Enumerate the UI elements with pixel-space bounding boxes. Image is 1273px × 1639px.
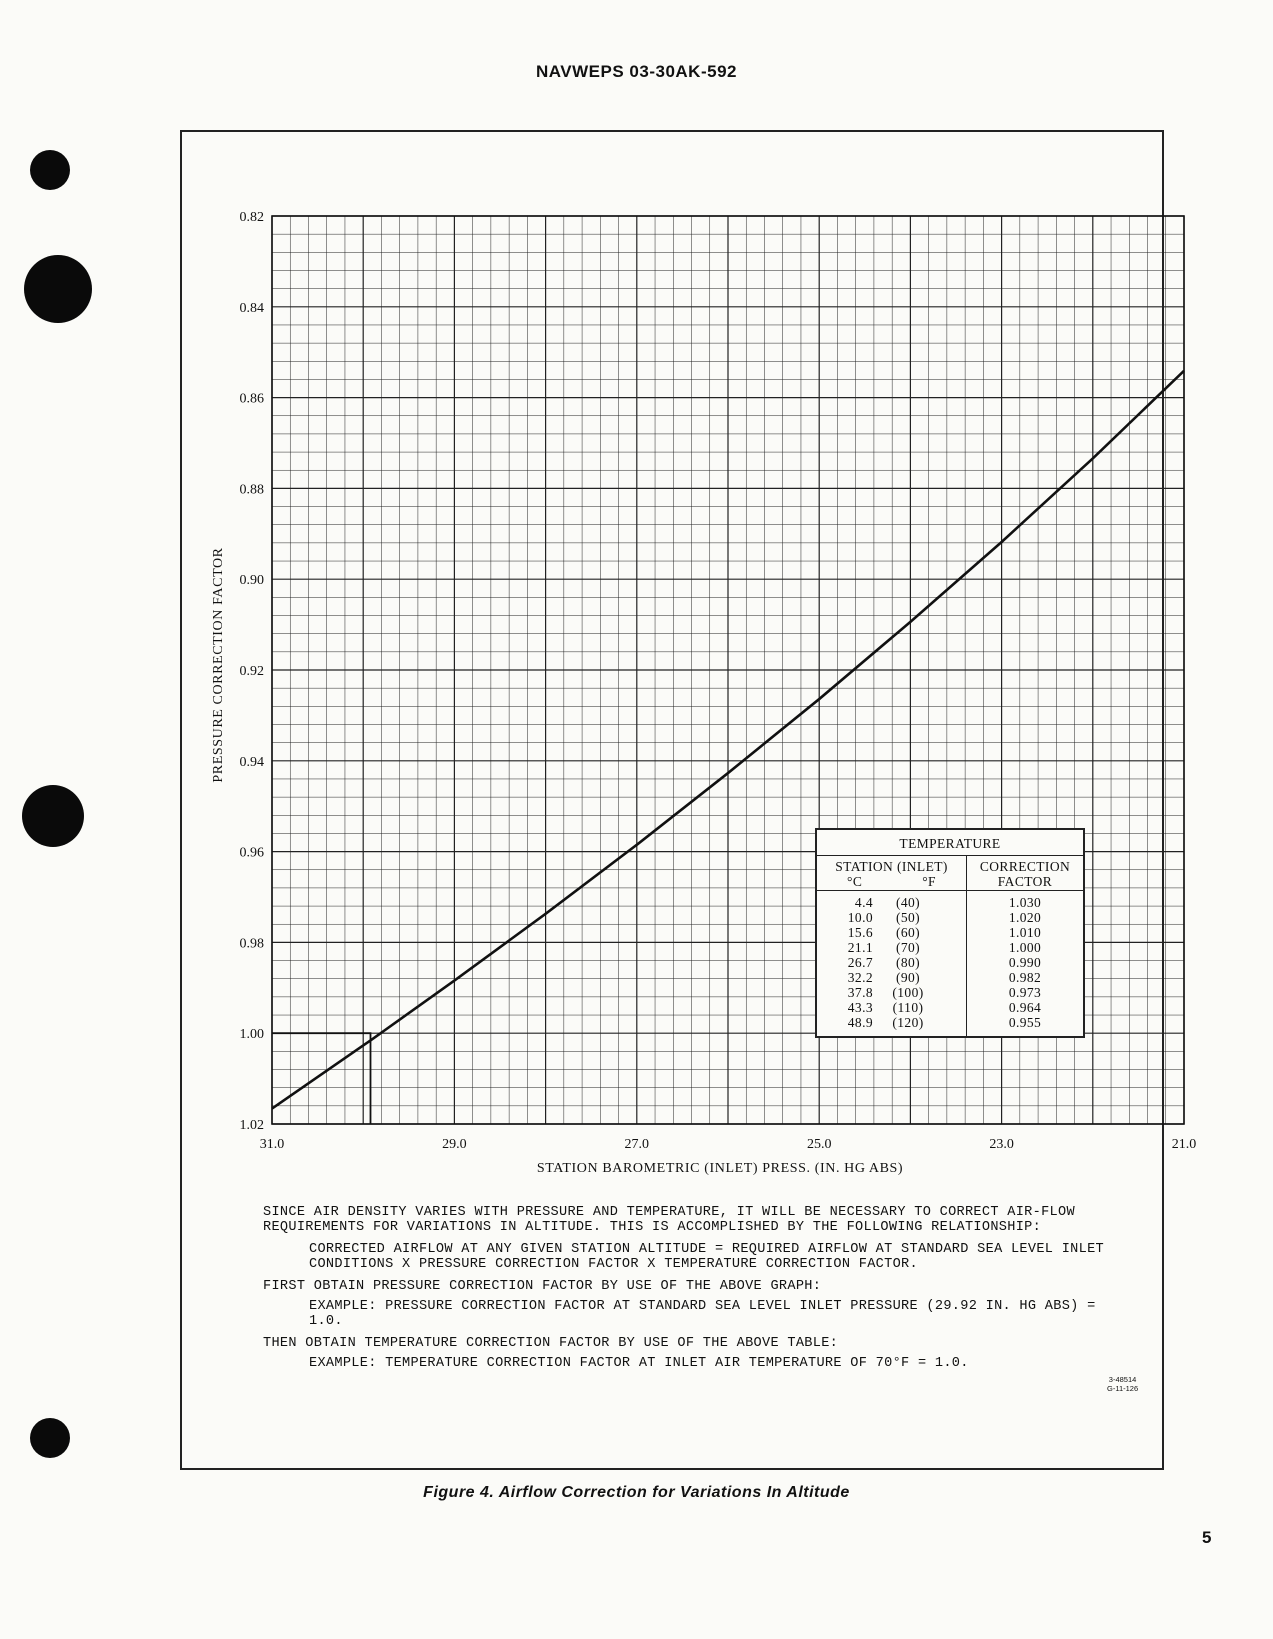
station-inlet-header	[817, 856, 967, 890]
table-row	[817, 925, 966, 940]
temperature-correction-table	[815, 828, 1085, 1038]
table-header	[817, 856, 1083, 891]
celsius-value: 32.2	[847, 970, 873, 985]
station-inlet-label: STATION (INLET)	[835, 859, 948, 874]
drawing-number: 3-48514	[1108, 1375, 1137, 1384]
y-tick-label: 0.96	[239, 845, 264, 861]
y-tick-label: 0.84	[239, 300, 264, 316]
y-tick-label: 0.90	[239, 573, 264, 589]
formula-paragraph: CORRECTED AIRFLOW AT ANY GIVEN STATION ALTITUDE = REQUIRED AIRFLOW AT STANDARD SEA LEVEL INLET CONDITIONS X PRESSURE CORRECTION FACTOR X TEMPERATURE CORRECTION FACTOR.	[309, 1242, 1105, 1272]
factor-row: 1.020	[1008, 910, 1042, 925]
x-tick-label: 27.0	[624, 1137, 650, 1152]
y-tick-label: 0.82	[239, 210, 264, 225]
table-row	[817, 940, 966, 955]
drawing-code: G-11-126	[1107, 1384, 1139, 1393]
x-axis-label: STATION BAROMETRIC (INLET) PRESS. (IN. HG ABS)	[536, 1161, 904, 1176]
celsius-value: 37.8	[847, 985, 873, 1000]
step-two-paragraph: THEN OBTAIN TEMPERATURE CORRECTION FACTOR BY USE OF THE ABOVE TABLE:	[263, 1336, 839, 1352]
factor-row: 0.990	[1008, 955, 1042, 970]
figure-caption: Figure 4. Airflow Correction for Variations In Altitude	[423, 1484, 850, 1501]
table-row	[817, 895, 966, 910]
fahrenheit-value: (90)	[895, 970, 921, 985]
celsius-value: 15.6	[847, 925, 873, 940]
fahrenheit-value: (60)	[895, 925, 921, 940]
correction-label: CORRECTION	[979, 859, 1071, 874]
celsius-value: 48.9	[847, 1015, 873, 1030]
fahrenheit-value: (50)	[895, 910, 921, 925]
step-one-paragraph: FIRST OBTAIN PRESSURE CORRECTION FACTOR BY USE OF THE ABOVE GRAPH:	[263, 1279, 822, 1295]
celsius-unit: °C	[847, 874, 863, 889]
fahrenheit-value: (40)	[895, 895, 921, 910]
fahrenheit-value: (70)	[895, 940, 921, 955]
document-header: NAVWEPS 03-30AK-592	[536, 62, 737, 81]
table-row	[817, 985, 966, 1000]
fahrenheit-value: (110)	[892, 1000, 924, 1015]
reference-line	[272, 1033, 370, 1124]
factor-row: 1.010	[1008, 925, 1042, 940]
x-tick-label: 31.0	[259, 1137, 285, 1152]
table-row	[817, 1000, 966, 1015]
table-title: TEMPERATURE	[817, 830, 1083, 856]
factor-row: 1.030	[1008, 895, 1042, 910]
factor-label: FACTOR	[997, 874, 1053, 889]
factor-column	[967, 891, 1083, 1036]
y-tick-label: 0.94	[239, 754, 264, 770]
temperature-example: EXAMPLE: TEMPERATURE CORRECTION FACTOR AT INLET AIR TEMPERATURE OF 70°F = 1.0.	[309, 1355, 969, 1371]
x-tick-label: 25.0	[806, 1137, 832, 1152]
table-row	[817, 910, 966, 925]
pressure-example: EXAMPLE: PRESSURE CORRECTION FACTOR AT STANDARD SEA LEVEL INLET PRESSURE (29.92 IN. HG ABS) = 1.0.	[309, 1298, 1096, 1329]
temperature-column	[817, 891, 967, 1036]
x-tick-label: 21.0	[1171, 1137, 1197, 1152]
correction-factor-header	[967, 856, 1083, 890]
intro-paragraph: SINCE AIR DENSITY VARIES WITH PRESSURE AND TEMPERATURE, IT WILL BE NECESSARY TO CORRECT AIR-FLOW REQUIREMENTS FOR VARIATIONS IN ALTITUDE. THIS IS ACCOMPLISHED BY THE FOLLOWING RELATIONSHIP:	[263, 1205, 1075, 1235]
drawing-reference	[1107, 1375, 1138, 1393]
y-tick-label: 1.02	[239, 1118, 264, 1133]
y-tick-label: 0.86	[239, 391, 264, 407]
fahrenheit-value: (80)	[895, 955, 921, 970]
factor-row: 0.964	[1008, 1000, 1042, 1015]
fahrenheit-value: (100)	[892, 985, 924, 1000]
fahrenheit-value: (120)	[892, 1015, 924, 1030]
celsius-value: 4.4	[854, 895, 873, 910]
y-tick-label: 0.88	[239, 482, 264, 498]
factor-row: 0.982	[1008, 970, 1042, 985]
page-number: 5	[1202, 1528, 1212, 1547]
celsius-value: 21.1	[847, 940, 873, 955]
celsius-value: 10.0	[847, 910, 873, 925]
x-tick-label: 29.0	[442, 1137, 467, 1152]
factor-row: 0.973	[1008, 985, 1042, 1000]
celsius-value: 43.3	[847, 1000, 873, 1015]
y-axis-label: PRESSURE CORRECTION FACTOR	[211, 547, 226, 783]
y-tick-label: 1.00	[239, 1027, 264, 1043]
fahrenheit-unit: °F	[922, 874, 936, 889]
table-row	[817, 970, 966, 985]
y-tick-label: 0.92	[239, 664, 264, 679]
explanation-text	[263, 1206, 1163, 1379]
y-tick-label: 0.98	[239, 936, 264, 952]
celsius-value: 26.7	[847, 955, 873, 970]
factor-row: 1.000	[1008, 940, 1042, 955]
factor-row: 0.955	[1008, 1015, 1042, 1030]
table-row	[817, 955, 966, 970]
x-tick-label: 23.0	[989, 1137, 1014, 1152]
table-row	[817, 1015, 966, 1030]
